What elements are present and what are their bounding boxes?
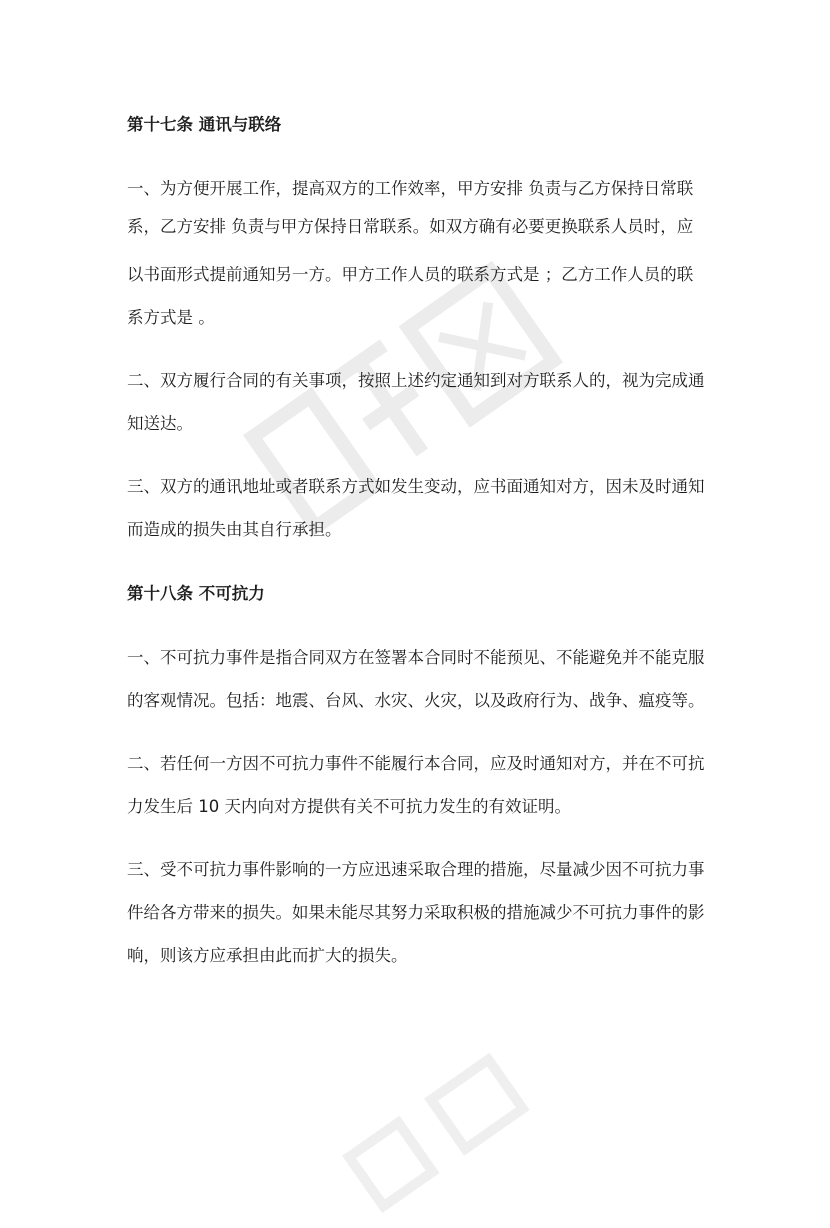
s17-p1-line1: 一、为方便开展工作，提高双方的工作效率，甲方安排 负责与乙方保持日常联 bbox=[127, 179, 694, 198]
s18-p2-line1: 二、若任何一方因不可抗力事件不能履行本合同，应及时通知对方，并在不可抗 bbox=[127, 754, 705, 773]
s17-p2-line1: 二、双方履行合同的有关事项，按照上述约定通知到对方联系人的，视为完成通 bbox=[127, 371, 705, 390]
s17-p1-line2: 系，乙方安排 负责与甲方保持日常联系。如双方确有必要更换联系人员时，应 bbox=[127, 217, 694, 236]
section-18-heading: 第十八条 不可抗力 bbox=[127, 584, 265, 603]
s17-p1-line4: 系方式是 。 bbox=[127, 308, 215, 327]
s17-p1-line3: 以书面形式提前通知另一方。甲方工作人员的联系方式是 ；乙方工作人员的联 bbox=[127, 265, 694, 284]
s17-p2-line2: 知送达。 bbox=[127, 414, 193, 433]
s18-p2-line2: 力发生后 10 天内向对方提供有关不可抗力发生的有效证明。 bbox=[127, 797, 571, 816]
s18-p3-line3: 响，则该方应承担由此而扩大的损失。 bbox=[127, 946, 408, 965]
s18-p1-line1: 一、不可抗力事件是指合同双方在签署本合同时不能预见、不能避免并不能克服 bbox=[127, 648, 705, 667]
s17-p3-line1: 三、双方的通讯地址或者联系方式如发生变动，应书面通知对方，因未及时通知 bbox=[127, 477, 705, 496]
s17-p3-line2: 而造成的损失由其自行承担。 bbox=[127, 520, 342, 539]
watermark-logo-bottom bbox=[329, 1032, 550, 1228]
s18-p3-line1: 三、受不可抗力事件影响的一方应迅速采取合理的措施，尽量减少因不可抗力事 bbox=[127, 860, 705, 879]
s18-p3-line2: 件给各方带来的损失。如果未能尽其努力采取积极的措施减少不可抗力事件的影 bbox=[127, 903, 705, 922]
section-17-heading: 第十七条 通讯与联络 bbox=[127, 115, 282, 134]
s18-p1-line2: 的客观情况。包括：地震、台风、水灾、火灾，以及政府行为、战争、瘟疫等。 bbox=[127, 691, 705, 710]
